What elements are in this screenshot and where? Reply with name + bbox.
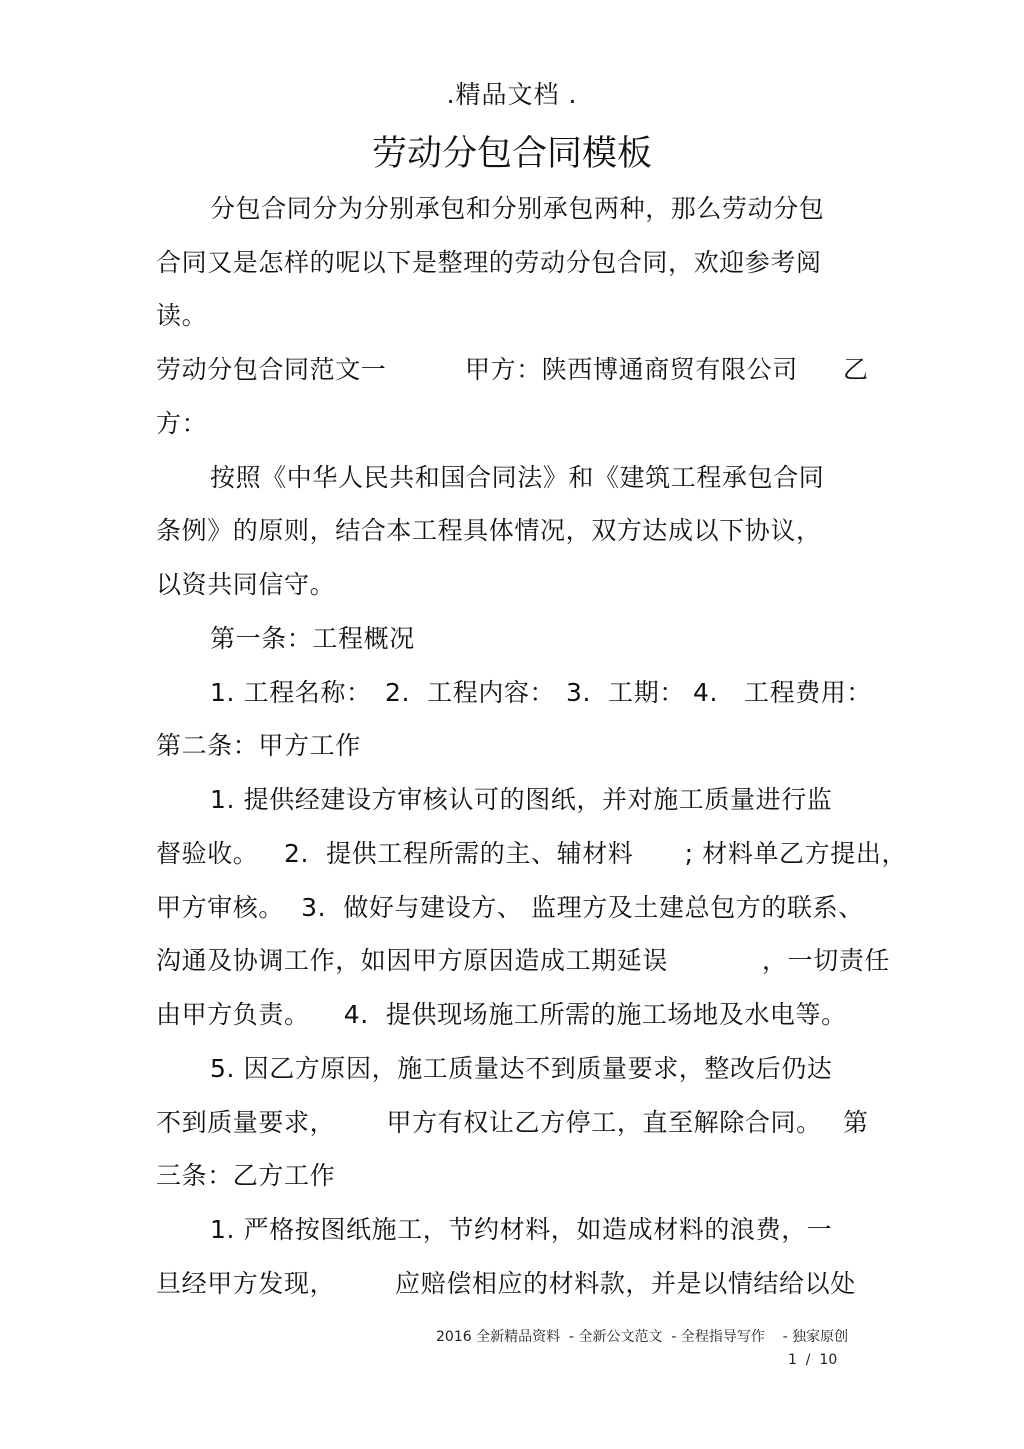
article-1-item-4: 4. (693, 678, 719, 707)
article-1-item-3: 3. 工期： (566, 678, 685, 707)
footer-text: 2016 全新精品资料 - 全新公文范文 - 全程指导写作 - 独家原创 (436, 1329, 849, 1345)
article-2-line-3: 甲方审核。 3. 做好与建设方、 监理方及土建总包方的联系、 (156, 893, 864, 922)
preamble-line-1: 按照《中华人民共和国合同法》和《建筑工程承包合同 (210, 463, 825, 492)
preamble-line-3: 以资共同信守。 (156, 570, 336, 599)
page-number: 1 / 10 (788, 1352, 838, 1368)
preamble-line-2: 条例》的原则，结合本工程具体情况，双方达成以下协议， (156, 516, 822, 545)
article-1-heading: 第一条：工程概况 (210, 624, 415, 653)
article-3-heading: 三条：乙方工作 (156, 1161, 336, 1190)
party-a: 甲方：陕西博通商贸有限公司 (465, 355, 798, 384)
party-b-start: 乙 (843, 355, 869, 384)
article-2-line-7: 不到质量要求， 甲方有权让乙方停工，直至解除合同。 (156, 1108, 822, 1137)
document-title: 劳动分包合同模板 (371, 134, 652, 174)
article-2-line-4: 沟通及协调工作，如因甲方原因造成工期延误 ，一切责任 (156, 946, 891, 975)
party-b-end: 方： (156, 409, 208, 438)
article-3-heading-start: 第 (843, 1108, 869, 1137)
article-1-item-2: 2. 工程内容： (385, 678, 556, 707)
article-2-line-6: 5. 因乙方原因，施工质量达不到质量要求，整改后仍达 (210, 1054, 833, 1083)
sample-title: 劳动分包合同范文一 (156, 355, 387, 384)
article-2-heading: 第二条：甲方工作 (156, 731, 361, 760)
article-1-item-4-label: 工程费用： (744, 678, 873, 707)
intro-line-1: 分包合同分为分别承包和分别承包两种，那么劳动分包 (210, 194, 825, 223)
article-2-line-5: 由甲方负责。 4. 提供现场施工所需的施工场地及水电等。 (156, 1000, 847, 1029)
article-3-line-2: 旦经甲方发现， 应赔偿相应的材料款，并是以情结给以处 (156, 1269, 856, 1298)
article-1-item-1: 1. 工程名称： (210, 678, 372, 707)
header-label: .精品文档 . (446, 80, 578, 109)
article-3-line-1: 1. 严格按图纸施工，节约材料，如造成材料的浪费，一 (210, 1215, 833, 1244)
article-2-line-2: 督验收。 2. 提供工程所需的主、辅材料 ; 材料单乙方提出， (156, 839, 908, 868)
intro-line-3: 读。 (156, 301, 208, 330)
intro-line-2: 合同又是怎样的呢以下是整理的劳动分包合同，欢迎参考阅 (156, 248, 822, 277)
article-2-line-1: 1. 提供经建设方审核认可的图纸，并对施工质量进行监 (210, 785, 833, 814)
